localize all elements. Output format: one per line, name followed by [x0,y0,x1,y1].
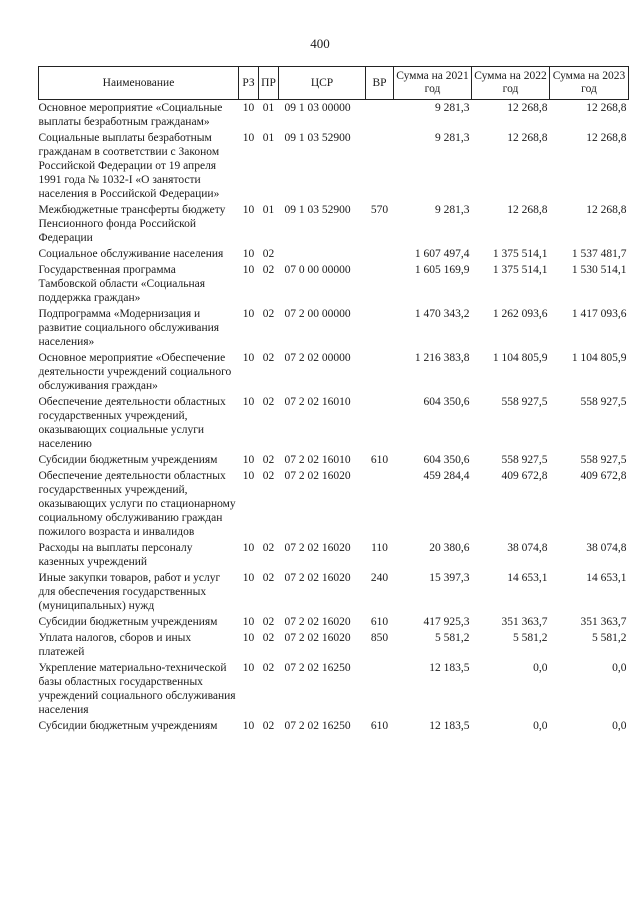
table-body [39,100,629,735]
row-name: Субсидии бюджетным учреждениям [38,616,218,628]
row-sum-2023: 1 417 093,6 [571,308,627,320]
row-rz: 10 [242,248,255,260]
row-name: Обеспечение деятельности областных государственных учреждений, оказывающих услуги по стационарному социальному обслуживанию граждан пожилого возраста и инвалидов [38,470,236,538]
page-number: 400 [310,36,330,51]
row-pr: 02 [262,720,275,732]
row-sum-2023: 1 537 481,7 [571,248,627,260]
row-rz: 10 [242,204,255,216]
row-sum-2022: 351 363,7 [501,616,548,628]
row-sum-2022: 5 581,2 [513,632,548,644]
row-sum-2021: 1 216 383,8 [414,352,470,364]
row-sum-2022: 0,0 [533,720,548,732]
row-name: Основное мероприятие «Обеспечение деятельности учреждений социального обслуживания граждан» [38,352,232,392]
row-rz: 10 [242,352,255,364]
table-row [39,202,629,246]
row-csr: 07 2 02 16010 [284,396,351,408]
table-row [39,570,629,614]
row-pr: 02 [262,454,275,466]
row-name: Иные закупки товаров, работ и услуг для обеспечения государственных (муниципальных) нужд [38,572,221,612]
table-row [39,614,629,630]
row-name: Укрепление материально-технической базы областных государственных учреждений социального обслуживания населения [38,662,236,716]
row-sum-2022: 409 672,8 [501,470,548,482]
row-csr: 09 1 03 52900 [284,204,351,216]
table-row [39,130,629,202]
row-rz: 10 [242,308,255,320]
row-vr [366,100,394,131]
table-row [39,100,629,131]
row-sum-2023: 12 268,8 [586,204,627,216]
row-rz: 10 [242,542,255,554]
row-sum-2023: 351 363,7 [580,616,627,628]
table-row [39,262,629,306]
header-sum-2023: Сумма на 2023 год [550,67,629,100]
row-sum-2021: 12 183,5 [429,720,470,732]
table-row [39,468,629,540]
row-vr [366,262,394,306]
row-vr: 610 [370,720,389,732]
header-pr: ПР [259,67,279,100]
row-sum-2022: 0,0 [533,662,548,674]
row-vr: 110 [371,542,388,554]
row-csr: 07 2 02 16020 [284,572,351,584]
row-sum-2023: 0,0 [612,662,627,674]
row-sum-2022: 558 927,5 [501,396,548,408]
row-vr: 610 [370,616,389,628]
row-name: Социальное обслуживание населения [38,248,224,260]
row-rz: 10 [242,662,255,674]
row-name: Подпрограмма «Модернизация и развитие социального обслуживания населения» [38,308,220,348]
row-rz: 10 [242,616,255,628]
row-sum-2022: 12 268,8 [507,132,548,144]
row-csr: 07 2 02 00000 [284,352,351,364]
row-csr [279,246,366,262]
row-sum-2023: 5 581,2 [592,632,627,644]
row-sum-2022: 14 653,1 [507,572,548,584]
table-row [39,350,629,394]
row-pr: 02 [262,248,275,260]
table-row [39,718,629,734]
row-rz: 10 [242,264,255,276]
header-name: Наименование [39,67,239,100]
row-sum-2022: 12 268,8 [507,204,548,216]
header-sum-2021: Сумма на 2021 год [394,67,472,100]
row-name: Уплата налогов, сборов и иных платежей [38,632,192,658]
row-pr: 01 [262,204,275,216]
row-sum-2022: 1 104 805,9 [492,352,548,364]
row-rz: 10 [242,396,255,408]
row-sum-2023: 38 074,8 [586,542,627,554]
row-csr: 07 2 02 16020 [284,632,351,644]
row-sum-2023: 12 268,8 [586,132,627,144]
header-vr: ВР [366,67,394,100]
row-sum-2021: 1 470 343,2 [414,308,470,320]
row-pr: 02 [262,396,275,408]
row-vr: 570 [370,204,389,216]
row-sum-2023: 409 672,8 [580,470,627,482]
table-row [39,540,629,570]
row-pr: 01 [262,132,275,144]
row-vr [366,246,394,262]
header-rz: РЗ [239,67,259,100]
row-csr: 07 0 00 00000 [284,264,351,276]
row-rz: 10 [242,572,255,584]
row-vr [366,350,394,394]
row-name: Обеспечение деятельности областных государственных учреждений, оказывающих социальные услуги населению [38,396,226,450]
row-vr [366,130,394,202]
row-sum-2021: 1 605 169,9 [414,264,470,276]
row-sum-2023: 12 268,8 [586,102,627,114]
row-sum-2022: 1 262 093,6 [492,308,548,320]
row-name: Социальные выплаты безработным гражданам в соответствии с Законом Российской Федерации от 19 апреля 1991 года № 1032-I «О занятости населения в Российской Федерации» [38,132,220,200]
row-name: Основное мероприятие «Социальные выплаты безработным гражданам» [38,102,223,128]
row-rz: 10 [242,132,255,144]
row-sum-2021: 15 397,3 [429,572,470,584]
row-csr: 07 2 02 16020 [284,616,351,628]
row-pr: 02 [262,662,275,674]
row-sum-2021: 459 284,4 [423,470,470,482]
row-rz: 10 [242,102,255,114]
row-vr: 610 [370,454,389,466]
row-vr: 240 [370,572,389,584]
row-pr: 02 [262,632,275,644]
row-sum-2021: 9 281,3 [435,102,470,114]
row-name: Государственная программа Тамбовской области «Социальная поддержка граждан» [38,264,206,304]
row-rz: 10 [242,720,255,732]
row-csr: 07 2 02 16020 [284,470,351,482]
row-sum-2021: 1 607 497,4 [414,248,470,260]
header-csr: ЦСР [279,67,366,100]
row-sum-2023: 14 653,1 [586,572,627,584]
row-sum-2021: 5 581,2 [435,632,470,644]
row-vr [366,306,394,350]
table-row [39,394,629,452]
row-sum-2023: 558 927,5 [580,396,627,408]
row-pr: 02 [262,470,275,482]
row-pr: 02 [262,308,275,320]
row-vr [366,468,394,540]
row-csr: 09 1 03 52900 [284,132,351,144]
row-csr: 07 2 02 16250 [284,662,351,674]
row-csr: 07 2 02 16250 [284,720,351,732]
row-pr: 02 [262,264,275,276]
row-vr: 850 [370,632,389,644]
row-name: Межбюджетные трансферты бюджету Пенсионного фонда Российской Федерации [38,204,226,244]
row-sum-2022: 558 927,5 [501,454,548,466]
row-name: Расходы на выплаты персоналу казенных учреждений [38,542,193,568]
row-sum-2022: 1 375 514,1 [492,264,548,276]
row-sum-2022: 12 268,8 [507,102,548,114]
table-row [39,630,629,660]
budget-table [38,66,629,734]
row-sum-2021: 20 380,6 [429,542,470,554]
row-sum-2023: 558 927,5 [580,454,627,466]
row-sum-2021: 417 925,3 [423,616,470,628]
row-pr: 01 [262,102,275,114]
row-sum-2021: 9 281,3 [435,132,470,144]
row-sum-2023: 0,0 [612,720,627,732]
row-pr: 02 [262,572,275,584]
row-sum-2023: 1 104 805,9 [571,352,627,364]
row-csr: 07 2 00 00000 [284,308,351,320]
row-pr: 02 [262,616,275,628]
row-vr [366,394,394,452]
row-csr: 07 2 02 16010 [284,454,351,466]
row-vr [366,660,394,718]
table-row [39,306,629,350]
row-name: Субсидии бюджетным учреждениям [38,720,218,732]
row-sum-2021: 604 350,6 [423,454,470,466]
row-sum-2023: 1 530 514,1 [571,264,627,276]
row-sum-2021: 12 183,5 [429,662,470,674]
header-sum-2022: Сумма на 2022 год [472,67,550,100]
table-header [39,67,629,100]
row-sum-2021: 604 350,6 [423,396,470,408]
row-csr: 09 1 03 00000 [284,102,351,114]
row-sum-2022: 1 375 514,1 [492,248,548,260]
row-pr: 02 [262,352,275,364]
table-row [39,660,629,718]
row-sum-2021: 9 281,3 [435,204,470,216]
row-csr: 07 2 02 16020 [284,542,351,554]
table-row [39,246,629,262]
row-rz: 10 [242,454,255,466]
row-rz: 10 [242,470,255,482]
row-name: Субсидии бюджетным учреждениям [38,454,218,466]
row-rz: 10 [242,632,255,644]
row-pr: 02 [262,542,275,554]
table-row [39,452,629,468]
row-sum-2022: 38 074,8 [507,542,548,554]
